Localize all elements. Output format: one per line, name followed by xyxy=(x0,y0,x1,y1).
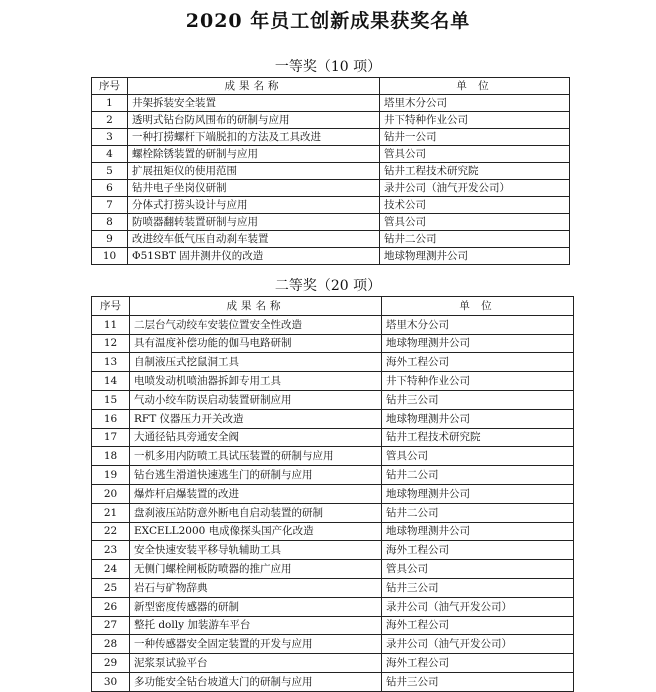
table-row xyxy=(92,428,574,447)
award-name: 盘刹液压站防意外断电自启动装置的研制 xyxy=(130,503,382,522)
award-unit: 地球物理测井公司 xyxy=(382,409,574,428)
table-row xyxy=(92,334,574,353)
table-header-row xyxy=(92,297,574,316)
award-name: 岩石与矿物辞典 xyxy=(130,578,382,597)
table-row xyxy=(92,146,570,163)
table-row xyxy=(92,635,574,654)
table-row xyxy=(92,353,574,372)
table-row xyxy=(92,180,570,197)
row-number: 21 xyxy=(92,503,130,522)
header-unit: 单 位 xyxy=(382,297,574,316)
second-prize-heading: 二等奖（20 项） xyxy=(274,278,382,294)
award-name: 改进绞车低气压自动刹车装置 xyxy=(128,231,380,248)
table-row xyxy=(92,541,574,560)
award-name: 新型密度传感器的研制 xyxy=(130,597,382,616)
award-name: 自制液压式挖鼠洞工具 xyxy=(130,353,382,372)
table-row xyxy=(92,95,570,112)
first-prize-table xyxy=(91,77,570,265)
award-name: 井架拆装安全装置 xyxy=(128,95,380,112)
award-name: 扩展扭矩仪的使用范围 xyxy=(128,163,380,180)
table-header-row xyxy=(92,78,570,95)
award-name: Φ51SBT 固井测井仪的改造 xyxy=(128,248,380,265)
table-row xyxy=(92,248,570,265)
award-name: 整托 dolly 加装游车平台 xyxy=(130,616,382,635)
table-row xyxy=(92,560,574,579)
award-unit: 录井公司（油气开发公司） xyxy=(380,180,570,197)
header-no: 序号 xyxy=(92,297,130,316)
award-unit: 海外工程公司 xyxy=(382,353,574,372)
table-row xyxy=(92,129,570,146)
row-number: 12 xyxy=(92,334,130,353)
award-unit: 技术公司 xyxy=(380,197,570,214)
first-prize-heading: 一等奖（10 项） xyxy=(274,59,382,75)
header-no: 序号 xyxy=(92,78,128,95)
row-number: 15 xyxy=(92,390,130,409)
table-row xyxy=(92,484,574,503)
award-unit: 海外工程公司 xyxy=(382,541,574,560)
award-unit: 地球物理测井公司 xyxy=(382,522,574,541)
row-number: 2 xyxy=(92,112,128,129)
row-number: 13 xyxy=(92,353,130,372)
award-name: 安全快速安装平移导轨辅助工具 xyxy=(130,541,382,560)
second-prize-body xyxy=(92,297,574,692)
award-unit: 地球物理测井公司 xyxy=(382,484,574,503)
award-unit: 管具公司 xyxy=(380,146,570,163)
award-name: 电喷发动机喷油器拆卸专用工具 xyxy=(130,372,382,391)
row-number: 17 xyxy=(92,428,130,447)
row-number: 16 xyxy=(92,409,130,428)
row-number: 8 xyxy=(92,214,128,231)
table-row xyxy=(92,315,574,334)
award-unit: 井下特种作业公司 xyxy=(382,372,574,391)
second-prize-table xyxy=(91,296,574,692)
table-row xyxy=(92,672,574,691)
row-number: 10 xyxy=(92,248,128,265)
row-number: 11 xyxy=(92,315,130,334)
award-unit: 录井公司（油气开发公司） xyxy=(382,635,574,654)
award-name: 钻井电子坐岗仪研制 xyxy=(128,180,380,197)
table-row xyxy=(92,616,574,635)
table-row xyxy=(92,372,574,391)
row-number: 27 xyxy=(92,616,130,635)
row-number: 30 xyxy=(92,672,130,691)
table-row xyxy=(92,447,574,466)
award-name: 泥浆泵试验平台 xyxy=(130,654,382,673)
table-row xyxy=(92,390,574,409)
award-name: 二层台气动绞车安装位置安全性改造 xyxy=(130,315,382,334)
award-unit: 地球物理测井公司 xyxy=(382,334,574,353)
award-name: 无侧门螺栓闸板防喷器的推广应用 xyxy=(130,560,382,579)
award-unit: 管具公司 xyxy=(380,214,570,231)
award-unit: 海外工程公司 xyxy=(382,654,574,673)
row-number: 4 xyxy=(92,146,128,163)
row-number: 24 xyxy=(92,560,130,579)
award-name: 具有温度补偿功能的伽马电路研制 xyxy=(130,334,382,353)
row-number: 28 xyxy=(92,635,130,654)
row-number: 9 xyxy=(92,231,128,248)
award-name: 一种传感器安全固定装置的开发与应用 xyxy=(130,635,382,654)
award-name: 一种打捞螺杆下端脱扣的方法及工具改进 xyxy=(128,129,380,146)
table-row xyxy=(92,231,570,248)
table-row xyxy=(92,578,574,597)
table-row xyxy=(92,522,574,541)
award-unit: 地球物理测井公司 xyxy=(380,248,570,265)
table-row xyxy=(92,409,574,428)
row-number: 25 xyxy=(92,578,130,597)
award-name: 气动小绞车防误启动装置研制应用 xyxy=(130,390,382,409)
table-row xyxy=(92,597,574,616)
award-name: 螺栓除锈装置的研制与应用 xyxy=(128,146,380,163)
award-unit: 钻井工程技术研究院 xyxy=(380,163,570,180)
award-unit: 管具公司 xyxy=(382,447,574,466)
row-number: 3 xyxy=(92,129,128,146)
table-row xyxy=(92,163,570,180)
row-number: 29 xyxy=(92,654,130,673)
award-name: EXCELL2000 电成像探头国产化改造 xyxy=(130,522,382,541)
first-prize-body xyxy=(92,78,570,265)
award-unit: 录井公司（油气开发公司） xyxy=(382,597,574,616)
award-name: 透明式钻台防风围布的研制与应用 xyxy=(128,112,380,129)
table-row xyxy=(92,466,574,485)
header-unit: 单 位 xyxy=(380,78,570,95)
header-name: 成果名称 xyxy=(128,78,380,95)
row-number: 14 xyxy=(92,372,130,391)
row-number: 20 xyxy=(92,484,130,503)
row-number: 5 xyxy=(92,163,128,180)
table-row xyxy=(92,197,570,214)
award-name: 一机多用内防喷工具试压装置的研制与应用 xyxy=(130,447,382,466)
award-name: 防喷器翻转装置研制与应用 xyxy=(128,214,380,231)
table-row xyxy=(92,214,570,231)
award-unit: 塔里木分公司 xyxy=(380,95,570,112)
row-number: 23 xyxy=(92,541,130,560)
award-unit: 海外工程公司 xyxy=(382,616,574,635)
award-name: 爆炸杆启爆装置的改进 xyxy=(130,484,382,503)
row-number: 7 xyxy=(92,197,128,214)
table-row xyxy=(92,503,574,522)
page-title: 2020 年员工创新成果获奖名单 xyxy=(185,10,471,32)
row-number: 6 xyxy=(92,180,128,197)
award-unit: 钻井三公司 xyxy=(382,578,574,597)
row-number: 19 xyxy=(92,466,130,485)
award-unit: 管具公司 xyxy=(382,560,574,579)
award-name: 大通径钻具旁通安全阀 xyxy=(130,428,382,447)
award-name: 分体式打捞头设计与应用 xyxy=(128,197,380,214)
row-number: 18 xyxy=(92,447,130,466)
award-name: RFT 仪器压力开关改造 xyxy=(130,409,382,428)
award-name: 多功能安全钻台坡道大门的研制与应用 xyxy=(130,672,382,691)
row-number: 26 xyxy=(92,597,130,616)
row-number: 22 xyxy=(92,522,130,541)
award-unit: 钻井二公司 xyxy=(382,503,574,522)
award-unit: 钻井二公司 xyxy=(380,231,570,248)
award-unit: 钻井三公司 xyxy=(382,672,574,691)
table-row xyxy=(92,112,570,129)
award-unit: 钻井二公司 xyxy=(382,466,574,485)
table-row xyxy=(92,654,574,673)
award-unit: 钻井工程技术研究院 xyxy=(382,428,574,447)
award-unit: 钻井一公司 xyxy=(380,129,570,146)
award-name: 钻台逃生滑道快速逃生门的研制与应用 xyxy=(130,466,382,485)
header-name: 成果名称 xyxy=(130,297,382,316)
award-unit: 钻井三公司 xyxy=(382,390,574,409)
award-unit: 塔里木分公司 xyxy=(382,315,574,334)
award-unit: 井下特种作业公司 xyxy=(380,112,570,129)
row-number: 1 xyxy=(92,95,128,112)
